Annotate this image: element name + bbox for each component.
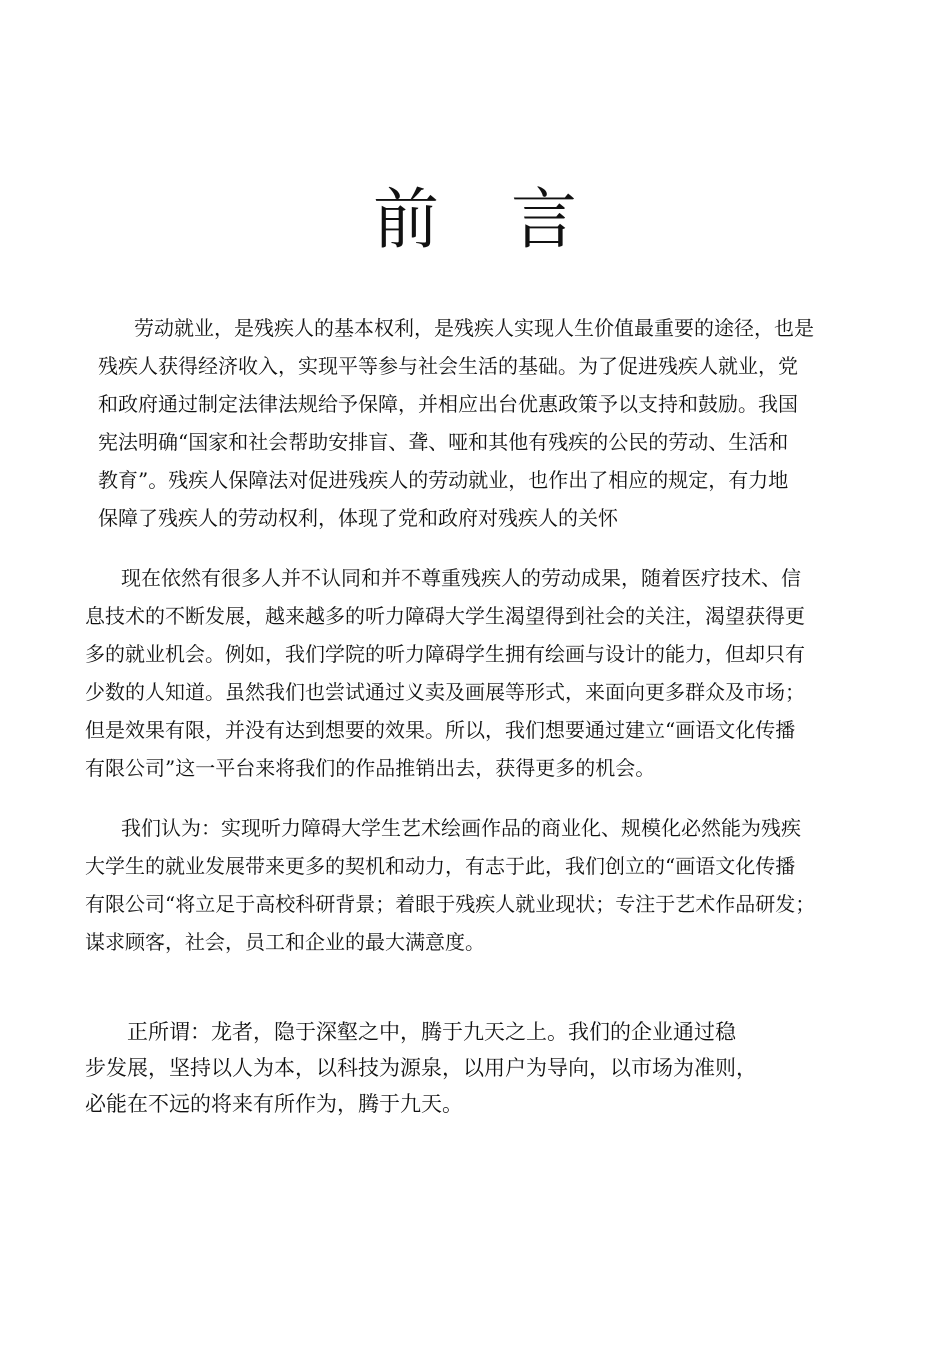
- paragraph-line: 步发展，坚持以人为本，以科技为源泉，以用户为导向，以市场为准则，: [85, 1056, 757, 1080]
- paragraph-line: 保障了残疾人的劳动权利，体现了党和政府对残疾人的关怀: [98, 506, 618, 530]
- paragraph-line: 必能在不远的将来有所作为，腾于九天。: [85, 1092, 463, 1116]
- paragraph-current-situation: [85, 559, 805, 787]
- paragraph-line: 有限公司“将立足于高校科研背景；着眼于残疾人就业现状；专注于艺术作品研发；: [85, 892, 816, 916]
- paragraph-company-mission: [85, 809, 815, 961]
- paragraph-line: 劳动就业，是残疾人的基本权利，是残疾人实现人生价值最重要的途径，也是: [134, 316, 814, 340]
- paragraph-line: 我们认为：实现听力障碍大学生艺术绘画作品的商业化、规模化必然能为残疾: [121, 816, 801, 840]
- paragraph-line: 谋求顾客，社会，员工和企业的最大满意度。: [85, 930, 485, 954]
- paragraph-line: 教育”。残疾人保障法对促进残疾人的劳动就业，也作出了相应的规定，有力地: [98, 468, 789, 492]
- paragraph-line: 和政府通过制定法律法规给予保障，并相应出台优惠政策予以支持和鼓励。我国: [98, 392, 798, 416]
- paragraph-line: 正所谓：龙者，隐于深壑之中，腾于九天之上。我们的企业通过稳: [127, 1020, 736, 1044]
- paragraph-line: 多的就业机会。例如，我们学院的听力障碍学生拥有绘画与设计的能力，但却只有: [85, 642, 805, 666]
- paragraph-line: 但是效果有限，并没有达到想要的效果。所以，我们想要通过建立“画语文化传播: [85, 718, 796, 742]
- page-title: 前言: [373, 181, 649, 258]
- paragraph-line: 宪法明确“国家和社会帮助安排盲、聋、哑和其他有残疾的公民的劳动、生活和: [98, 430, 789, 454]
- paragraph-line: 有限公司”这一平台来将我们的作品推销出去，获得更多的机会。: [85, 756, 656, 780]
- paragraph-line: 残疾人获得经济收入，实现平等参与社会生活的基础。为了促进残疾人就业，党: [98, 354, 798, 378]
- paragraph-employment-rights: [98, 309, 814, 537]
- paragraph-closing: [85, 1014, 757, 1122]
- paragraph-line: 大学生的就业发展带来更多的契机和动力，有志于此，我们创立的“画语文化传播: [85, 854, 796, 878]
- paragraph-line: 少数的人知道。虽然我们也尝试通过义卖及画展等形式，来面向更多群众及市场；: [85, 680, 805, 704]
- paragraph-line: 现在依然有很多人并不认同和并不尊重残疾人的劳动成果，随着医疗技术、信: [121, 566, 801, 590]
- paragraph-line: 息技术的不断发展，越来越多的听力障碍大学生渴望得到社会的关注，渴望获得更: [85, 604, 805, 628]
